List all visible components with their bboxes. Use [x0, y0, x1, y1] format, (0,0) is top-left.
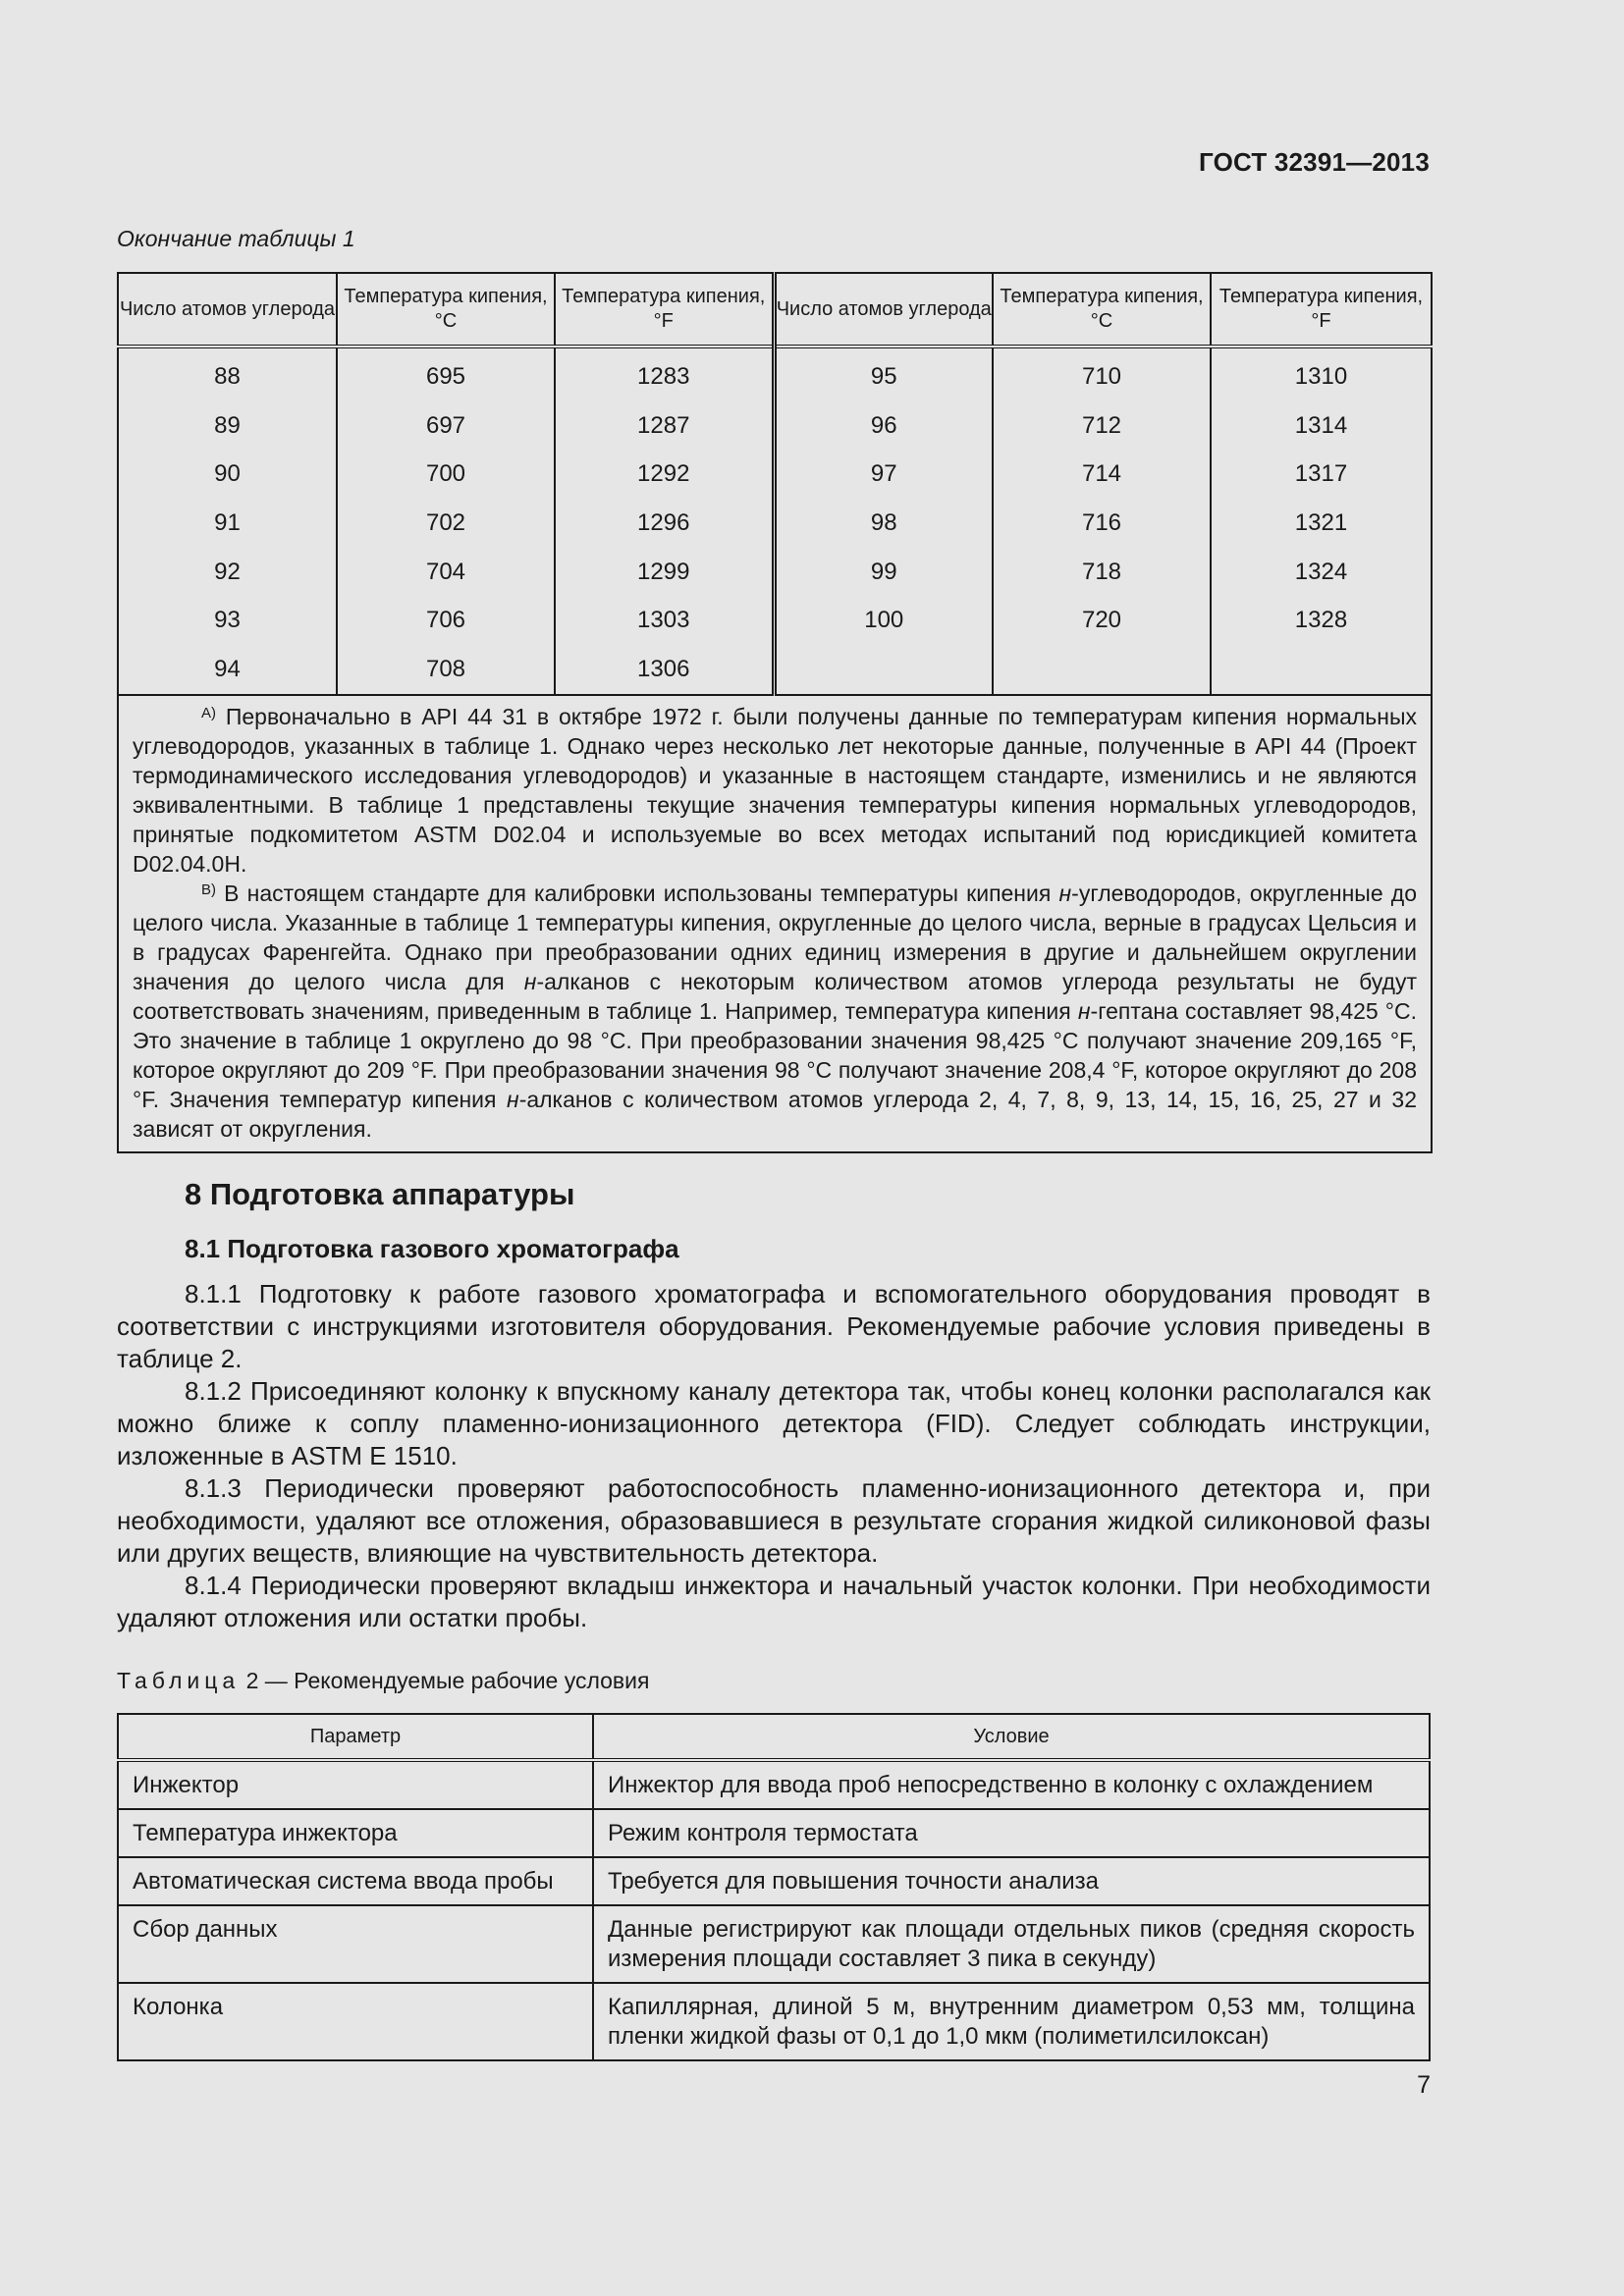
footnote-text: -гептана составляет 98,425 °С. Это значение в таблице 1 округлено до 98 °С. При преобразовании значения 98,425 °С получают значение 209,165 °F, которое округляют до 209 °F. При преобразовании значения 98 °С получают значение 208,4 °F, которое округляют до 208 °F. Значения температур кипения [133, 997, 1418, 1112]
table-cell: 1306 [555, 645, 774, 695]
footnote-a [133, 702, 1417, 879]
table-header-row [118, 273, 1432, 347]
table-cell: 96 [774, 401, 993, 451]
table-cell: 700 [337, 450, 555, 499]
table-cell: 92 [214, 558, 241, 585]
table-cell: 100 [774, 596, 993, 645]
table-cell: 1310 [1211, 347, 1432, 401]
table-row [118, 548, 1432, 597]
column-header: Температура кипения, °C [993, 273, 1211, 347]
table1-caption: Окончание таблицы 1 [117, 226, 355, 251]
table-cell: 1303 [555, 596, 774, 645]
table-cell: 718 [993, 548, 1211, 597]
table-cell: 702 [337, 499, 555, 548]
table-cell: 97 [774, 450, 993, 499]
table-row [118, 499, 1432, 548]
column-header: Температура кипения, °F [555, 273, 774, 347]
footnote-italic: н [1058, 880, 1072, 906]
paragraph: 8.1.2 Присоединяют колонку к впускному каналу детектора так, чтобы конец колонки располагался как можно ближе к соплу пламенно-ионизационного детектора (FID). Следует соблюдать инструкции, изложенные в ASTM E 1510. [117, 1376, 1431, 1470]
footnote-text: -алканов с количеством атомов углерода 2, 4, 7, 8, 9, 13, 14, 15, 16, 25, 27 и 32 зависят от округления. [133, 1086, 1418, 1142]
column-header: Условие [593, 1714, 1430, 1760]
table-cell: 95 [774, 347, 993, 401]
table-row [118, 645, 1432, 695]
table-cell: 94 [214, 655, 241, 682]
table-cell: 712 [993, 401, 1211, 451]
table-row [118, 1983, 1430, 2060]
table-row [118, 401, 1432, 451]
table-cell: Данные регистрируют как площади отдельных пиков (средняя скорость измерения площади составляет 3 пика в секунду) [593, 1905, 1430, 1983]
footnote-text: -углеводородов, округленные до целого числа. Указанные в таблице 1 температуры кипения, округленные до целого числа, верные в градусах Цельсия и в градусах Фаренгейта. Однако при преобразовании одних единиц измерения в другие и дальнейшем округлении значения до целого числа для [133, 880, 1418, 994]
footnote-italic: н [507, 1086, 519, 1112]
footnote-text: -алканов с некоторым количеством атомов углерода результаты не будут соответствовать значениям, приведенным в таблице 1. Например, температура кипения [133, 968, 1418, 1024]
column-header: Параметр [118, 1714, 593, 1760]
footnote-italic: н [523, 968, 537, 994]
table-cell: 716 [993, 499, 1211, 548]
table-cell: Инжектор [133, 1772, 240, 1798]
boiling-point-table [117, 272, 1433, 1153]
table-cell: 697 [337, 401, 555, 451]
table-cell: Температура инжектора [118, 1809, 593, 1857]
table-cell: 88 [214, 362, 241, 390]
column-header: Число атомов углерода [118, 273, 337, 347]
table-cell: 1292 [555, 450, 774, 499]
table-notes-row [118, 695, 1432, 1152]
table-footnotes [118, 695, 1432, 1152]
paragraph: 8.1.4 Периодически проверяют вкладыш инжектора и начальный участок колонки. При необходимости удаляют отложения или остатки пробы. [117, 1571, 1431, 1632]
table-cell: 1287 [555, 401, 774, 451]
table-cell: Сбор данных [118, 1905, 593, 1983]
table-row [118, 1905, 1430, 1983]
table-cell: 720 [993, 596, 1211, 645]
paragraph: 8.1.1 Подготовку к работе газового хроматографа и вспомогательного оборудования проводят в соответствии с инструкциями изготовителя оборудования. Рекомендуемые рабочие условия приведены в таблице 2. [117, 1279, 1431, 1373]
table-row [118, 1857, 1430, 1905]
table2-caption [117, 1668, 649, 1694]
table-cell: 1314 [1211, 401, 1432, 451]
table-row [118, 1809, 1430, 1857]
footnote-mark: A) [201, 704, 216, 721]
footnote-mark: B) [201, 881, 216, 898]
footnote-b [133, 879, 1417, 1144]
section-heading: 8 Подготовка аппаратуры [185, 1177, 575, 1211]
table-row [118, 596, 1432, 645]
page-number: 7 [1417, 2071, 1431, 2099]
operating-conditions-table [117, 1713, 1431, 2061]
table-cell: 1299 [555, 548, 774, 597]
table-cell: 93 [214, 607, 241, 634]
table-cell: 714 [993, 450, 1211, 499]
table-cell: 1328 [1211, 596, 1432, 645]
table-cell: 1296 [555, 499, 774, 548]
table-cell: 90 [214, 460, 241, 488]
table-cell: Капиллярная, длиной 5 м, внутренним диаметром 0,53 мм, толщина пленки жидкой фазы от 0,1 до 1,0 мкм (полиметилсилоксан) [593, 1983, 1430, 2060]
subsection-heading: 8.1 Подготовка газового хроматографа [185, 1234, 679, 1263]
table-cell: 1324 [1211, 548, 1432, 597]
column-header: Температура кипения, °C [337, 273, 555, 347]
table-cell: 1321 [1211, 499, 1432, 548]
table-cell [774, 645, 993, 695]
footnote-text: В настоящем стандарте для калибровки использованы температуры кипения [224, 880, 1059, 906]
table-cell: Инжектор для ввода проб непосредственно в колонку с охлаждением [593, 1760, 1430, 1809]
table-cell: 706 [337, 596, 555, 645]
table-row [118, 450, 1432, 499]
column-header: Температура кипения, °F [1211, 273, 1432, 347]
table-row [118, 347, 1432, 401]
paragraph: 8.1.3 Периодически проверяют работоспособность пламенно-ионизационного детектора и, при необходимости, удаляют все отложения, образовавшиеся в результате сгорания жидкой силиконовой фазы или других веществ, влияющие на чувствительность детектора. [117, 1473, 1431, 1568]
table-cell: 704 [337, 548, 555, 597]
table-cell: Автоматическая система ввода пробы [118, 1857, 593, 1905]
table-header-row [118, 1714, 1430, 1760]
footnote-text: Первоначально в API 44 31 в октябре 1972 г. были получены данные по температурам кипения нормальных углеводородов, указанных в таблице 1. Однако через несколько лет некоторые данные, полученные в API 44 (Проект термодинамического исследования углеводородов) и указанные в настоящем стандарте, изменились и не являются эквивалентными. В таблице 1 представлены текущие значения температуры кипения нормальных углеводородов, принятые подкомитетом ASTM D02.04 и используемые во всех методах испытаний под юрисдикцией комитета D02.04.0H. [133, 703, 1417, 877]
table-cell: 89 [214, 411, 241, 439]
footnote-italic: н [1077, 997, 1091, 1024]
section-body [117, 1278, 1431, 1634]
table-cell: 708 [337, 645, 555, 695]
table-label: Таблица [117, 1668, 241, 1693]
table-cell: 91 [214, 508, 241, 536]
table-row [118, 1760, 1430, 1809]
table-cell: 1317 [1211, 450, 1432, 499]
table-cell: Требуется для повышения точности анализа [593, 1857, 1430, 1905]
table-cell: 1283 [555, 347, 774, 401]
table-cell: 98 [774, 499, 993, 548]
column-header: Число атомов углерода [774, 273, 993, 347]
table-cell: 695 [337, 347, 555, 401]
table-cell: Режим контроля термостата [593, 1809, 1430, 1857]
table-cell: Колонка [118, 1983, 593, 2060]
table-cell: 710 [993, 347, 1211, 401]
table-cell: 99 [774, 548, 993, 597]
table-title: 2 — Рекомендуемые рабочие условия [240, 1668, 650, 1693]
table-cell [993, 645, 1211, 695]
table-cell [1211, 645, 1432, 695]
document-code-header: ГОСТ 32391—2013 [1199, 147, 1430, 177]
